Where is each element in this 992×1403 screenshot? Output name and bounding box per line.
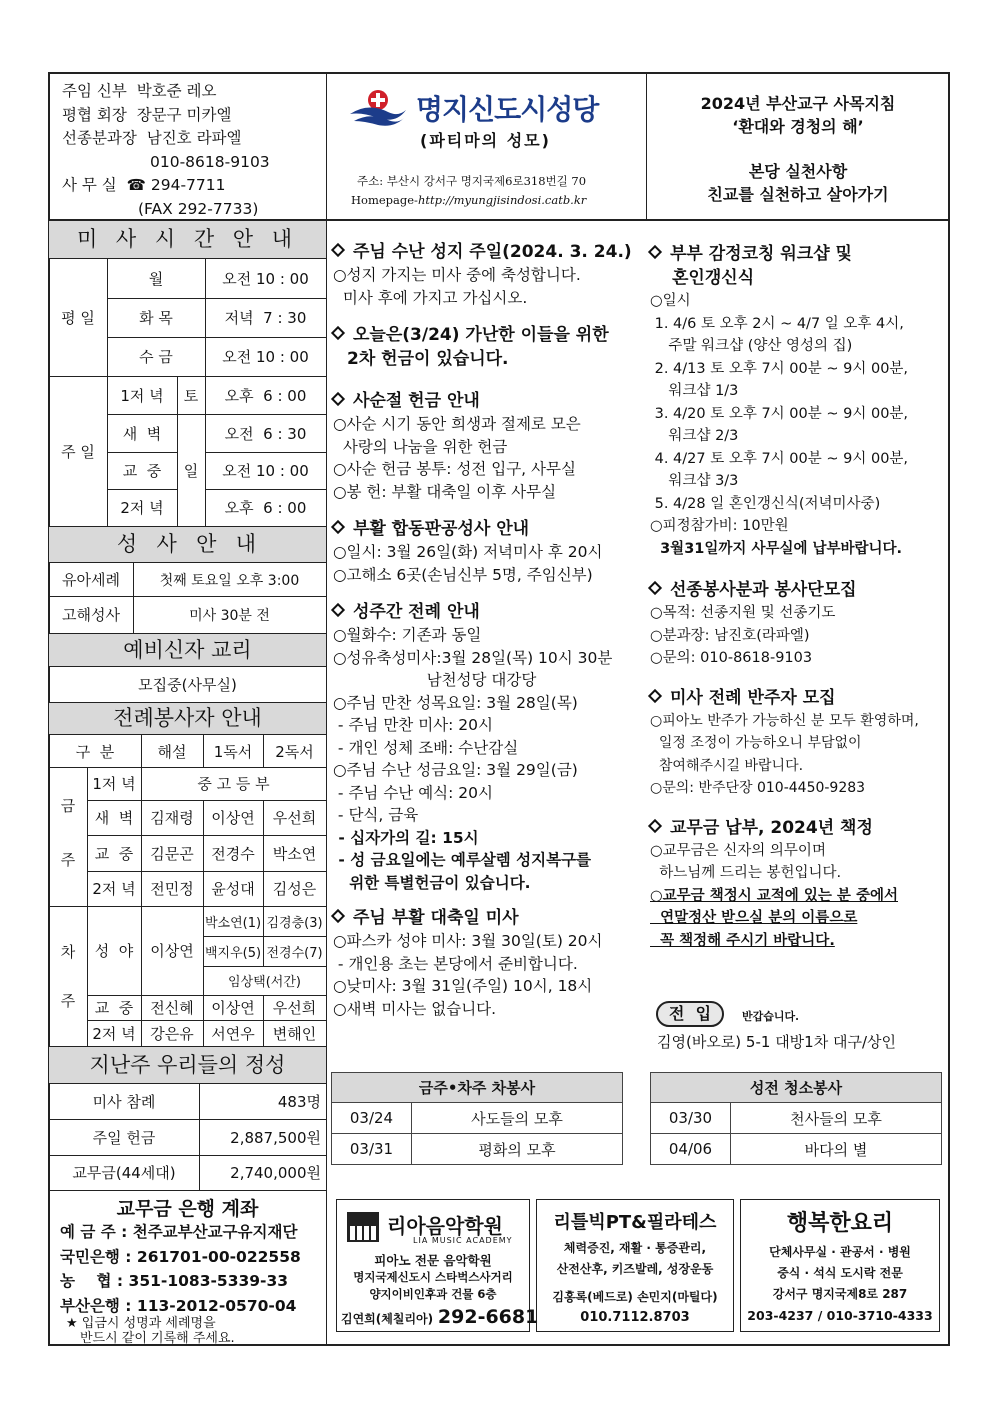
section-line: - 십자가의 길: 15시 — [333, 828, 479, 847]
duty-date: 03/24 — [332, 1103, 412, 1134]
section-line: 2. 4/13 토 오후 7시 00분 ~ 9시 00분, — [650, 360, 909, 377]
mass-time: 오전 10 : 00 — [222, 270, 309, 288]
sacrament-value: 미사 30분 전 — [189, 607, 270, 624]
commentator: 강은유 — [150, 1024, 194, 1043]
offering-label: 교무금(44세대) — [72, 1164, 176, 1182]
staff-row: 주임 신부 박호준 레오 — [62, 82, 217, 100]
section-line: ○봉 헌: 부활 대축일 이후 사무실 — [333, 482, 557, 501]
vigil-reader: 박소연(1) — [204, 915, 262, 931]
duty-team: 평화의 모후 — [412, 1134, 623, 1165]
mass-times-title: 미 사 시 간 안 내 — [49, 220, 326, 259]
ad-title: 행복한요리 — [786, 1211, 894, 1236]
mass-day: 수 금 — [139, 348, 173, 366]
ad-title: 리아음악학원 — [387, 1214, 503, 1238]
section-title: 미사 전례 반주자 모집 — [650, 686, 946, 710]
section-line: 연말정산 받으실 분의 이름으로 — [650, 910, 858, 926]
section-line: ○일시 — [650, 293, 691, 309]
column-divider — [326, 220, 327, 1346]
duty-team: 사도들의 모후 — [412, 1103, 623, 1134]
welcome-text: 반갑습니다. — [742, 1010, 799, 1023]
servers-header: 2독서 — [275, 742, 314, 761]
section-line: ○새벽 미사는 없습니다. — [333, 999, 497, 1018]
right-column — [650, 242, 946, 952]
mass-day: 월 — [148, 270, 164, 288]
diamond-icon — [331, 603, 345, 617]
office-fax: (FAX 292-7733) — [138, 199, 259, 218]
section-line: ○교무금 책정시 교적에 있는 분 중에서 — [650, 887, 898, 904]
commentator: 전민정 — [150, 880, 194, 898]
section-line: 참여해주시길 바랍니다. — [650, 757, 804, 774]
reader-2: 우선희 — [272, 809, 317, 827]
servers-merged-cell: 중 고 등 부 — [197, 775, 270, 793]
ad-phone: 203-4237 / 010-3710-4333 — [747, 1308, 933, 1323]
sacrament-label: 고해성사 — [62, 606, 120, 624]
this-week-label: 금 — [60, 796, 76, 815]
mass-time: 오전 10 : 00 — [222, 462, 309, 480]
offering-label: 주일 헌금 — [92, 1128, 156, 1147]
section-title: 사순절 헌금 안내 — [333, 389, 643, 413]
mass-label: 새 벽 — [94, 809, 134, 827]
staff-row: 평협 회장 장문구 미카엘 — [62, 105, 232, 124]
office-phone-row: 사 무 실 ☎ 294-7711 — [62, 176, 226, 194]
reader-2: 변해인 — [272, 1024, 317, 1043]
diamond-icon — [648, 818, 662, 832]
section-line: 워크샵 2/3 — [650, 428, 739, 444]
sacrament-value: 첫째 토요일 오후 3:00 — [159, 572, 300, 589]
ad-contact: 김홍록(베드로) 손민지(마틸다) — [552, 1290, 718, 1304]
servers-header: 구 분 — [75, 742, 115, 761]
mass-label: 교 중 — [94, 844, 134, 863]
mass-time: 오후 6 : 00 — [224, 386, 307, 405]
duty-date: 03/31 — [332, 1134, 412, 1165]
church-logo-icon — [348, 88, 408, 128]
duty-date: 03/30 — [651, 1103, 731, 1134]
ad-body: 피아노 전문 음악학원 명지국제신도시 스타벅스사거리 양지이비인후과 건물 6층 — [353, 1253, 513, 1301]
bank-row: 국민은행 : 261701-00-022558 — [60, 1247, 301, 1266]
ad-music-academy — [336, 1199, 539, 1332]
ad-subtitle: LIA MUSIC ACADEMY — [413, 1236, 513, 1245]
diamond-icon — [648, 581, 662, 595]
ad-catering — [740, 1199, 940, 1332]
welcome-line: 김영(바오로) 5-1 대방1차 대구/상인 — [657, 1033, 896, 1051]
section-line: - 개인용 초는 본당에서 준비합니다. — [333, 954, 578, 973]
section-line: 주말 워크샵 (양산 영성의 집) — [650, 338, 853, 354]
header-divider-left — [326, 72, 327, 220]
diamond-icon — [331, 520, 345, 534]
section-line: ○목적: 선종지원 및 선종기도 — [650, 605, 836, 621]
mass-weekday-sat: 토 — [183, 386, 199, 405]
bank-row: 예 금 주 : 천주교부산교구유지재단 — [60, 1223, 298, 1241]
this-week-label: 주 — [60, 850, 76, 869]
section-title: 주님 부활 대축일 미사 — [333, 906, 643, 930]
sacrament-label: 유아세례 — [62, 571, 120, 589]
section-line: 워크샵 3/3 — [650, 473, 739, 489]
section-line: ○고해소 6곳(손님신부 5명, 주임신부) — [333, 565, 593, 584]
section-line: 5. 4/28 일 혼인갱신식(저녁미사중) — [650, 495, 881, 512]
section-line: ○사순 헌금 봉투: 성전 입구, 사무실 — [333, 460, 576, 478]
section-line: ○성지 가지는 미사 중에 축성합니다. — [333, 266, 581, 284]
mass-times-table — [49, 259, 326, 526]
catechumen-status: 모집중(사무실) — [138, 676, 237, 694]
section-title-cont: 2차 헌금이 있습니다. — [347, 349, 509, 369]
mass-day: 1저 녁 — [120, 386, 164, 405]
section-line: 사랑의 나눔을 위한 헌금 — [333, 437, 508, 456]
mass-label: 2저 녁 — [92, 1024, 136, 1043]
section-line: 4. 4/27 토 오후 7시 00분 ~ 9시 00분, — [650, 450, 909, 467]
section-line: 일정 조정이 가능하오니 부담없이 — [650, 735, 862, 751]
motto-line: 본당 실천사항 — [748, 162, 848, 181]
church-name: 명지신도시성당 — [416, 93, 599, 126]
mass-label: 2저 녁 — [92, 880, 136, 898]
homepage-link[interactable]: http://myungjisindosi.catb.kr — [417, 193, 587, 207]
car-duty-title: 금주•차주 차봉사 — [332, 1073, 623, 1103]
reader-1: 윤성대 — [211, 880, 255, 898]
diamond-icon — [648, 245, 662, 259]
diamond-icon — [331, 909, 345, 923]
section-line: ○문의: 반주단장 010-4450-9283 — [650, 780, 866, 796]
section-line: ○일시: 3월 26일(화) 저녁미사 후 20시 — [333, 543, 603, 561]
motto-block — [648, 92, 948, 206]
diamond-icon — [648, 688, 662, 702]
section-line: 남천성당 대강당 — [333, 671, 537, 689]
section-line: 3월31일까지 사무실에 납부바랍니다. — [650, 540, 903, 557]
offering-title: 지난주 우리들의 정성 — [49, 1046, 326, 1084]
section-line: ○문의: 010-8618-9103 — [650, 650, 813, 666]
section-line: 3. 4/20 토 오후 7시 00분 ~ 9시 00분, — [650, 405, 909, 422]
section-title: 부활 합동판공성사 안내 — [333, 517, 643, 541]
diamond-icon — [331, 392, 345, 406]
vigil-label: 성 야 — [94, 942, 134, 960]
section-line: - 개인 성체 조배: 수난감실 — [333, 738, 519, 757]
section-title: 선종봉사분과 봉사단모집 — [650, 578, 946, 602]
car-duty-table — [331, 1072, 623, 1165]
motto-line: 2024년 부산교구 사목지침 — [700, 94, 896, 113]
section-line: 1. 4/6 토 오후 2시 ~ 4/7 일 오후 4시, — [650, 315, 904, 332]
mass-day: 화 목 — [139, 309, 173, 327]
homepage-row: Homepage-http://myungjisindosi.catb.kr — [351, 193, 587, 207]
reader-1: 이상연 — [211, 809, 255, 827]
bank-row: 부산은행 : 113-2012-0570-04 — [60, 1296, 297, 1315]
sunday-label: 주 일 — [61, 442, 95, 461]
section-line: ○사순 시기 동안 희생과 절제로 모은 — [333, 415, 581, 433]
vigil-commentator: 이상연 — [150, 942, 194, 960]
duty-team: 바다의 별 — [731, 1134, 942, 1165]
mass-weekday-sun: 일 — [183, 461, 199, 480]
offering-label: 미사 참례 — [92, 1093, 156, 1111]
cleaning-duty-title: 성전 청소봉사 — [651, 1073, 942, 1103]
servers-title: 전례봉사자 안내 — [49, 702, 326, 735]
mass-day: 2저 녁 — [120, 499, 164, 517]
servers-header: 해설 — [157, 742, 187, 761]
section-line: 위한 특별헌금이 있습니다. — [333, 873, 531, 892]
section-title-cont: 혼인갱신식 — [672, 268, 755, 288]
next-week-label: 차 — [60, 942, 76, 961]
section-title: 주님 수난 성지 주일(2024. 3. 24.) — [333, 240, 643, 264]
mass-time: 오전 10 : 00 — [222, 348, 309, 366]
offering-value: 2,887,500원 — [230, 1128, 321, 1147]
offering-value: 483명 — [277, 1093, 321, 1111]
bank-row: 농 협 : 351-1083-5339-33 — [60, 1272, 289, 1290]
section-line: ○교무금은 신자의 의무이며 — [650, 842, 826, 859]
cleaning-duty-table — [650, 1072, 942, 1165]
section-line: - 주님 만찬 미사: 20시 — [333, 716, 493, 734]
mass-time: 저녁 7 : 30 — [224, 309, 307, 327]
vigil-reader: 전경수(7) — [266, 945, 323, 961]
vigil-reader: 임상택(서간) — [228, 975, 301, 990]
motto-line: 친교를 실천하고 살아가기 — [707, 185, 889, 204]
section-line: ○성유축성미사:3월 28일(목) 10시 30분 — [333, 648, 613, 667]
mass-day: 새 벽 — [122, 424, 162, 443]
servers-header: 1독서 — [213, 742, 253, 761]
section-line: ○파스카 성야 미사: 3월 30일(토) 20시 — [333, 932, 603, 950]
ad-pilates — [536, 1199, 734, 1332]
ad-phone: 010.7112.8703 — [580, 1310, 690, 1325]
section-line: 꼭 책정해 주시기 바랍니다. — [650, 932, 835, 949]
sacraments-table — [49, 563, 326, 633]
address: 주소: 부산시 강서구 명지국제6로318번길 70 — [357, 174, 587, 188]
section-line: ○피정참가비: 10만원 — [650, 518, 789, 534]
reader-2: 김성은 — [272, 880, 317, 898]
section-line: 워크샵 1/3 — [650, 383, 739, 399]
bank-title: 교무금 은행 계좌 — [116, 1198, 259, 1220]
reader-1: 이상연 — [211, 999, 255, 1017]
staff-row: 선종분과장 남진호 라파엘 — [62, 129, 242, 147]
commentator: 전신혜 — [150, 999, 194, 1017]
reader-1: 서연우 — [211, 1024, 255, 1043]
section-title: 교무금 납부, 2024년 책정 — [650, 816, 946, 840]
section-line: 하느님께 드리는 봉헌입니다. — [650, 865, 842, 881]
motto-line: ‘환대와 경청의 해’ — [732, 117, 864, 136]
weekday-label: 평 일 — [61, 309, 95, 327]
mass-time: 오후 6 : 00 — [224, 499, 307, 517]
section-line: - 주님 수난 예식: 20시 — [333, 783, 493, 802]
reader-1: 전경수 — [211, 844, 255, 863]
section-line: 미사 후에 가지고 가십시오. — [333, 288, 528, 307]
ad-title: 리틀빅PT&필라테스 — [553, 1212, 717, 1233]
ad-body: 단체사무실 · 관공서 · 병원 중식 · 석식 도시락 전문 강서구 명지국제8로 287 — [769, 1245, 911, 1301]
church-subtitle: (파티마의 성모) — [420, 131, 551, 150]
duty-date: 04/06 — [651, 1134, 731, 1165]
diamond-icon — [331, 243, 345, 257]
vigil-reader: 백지우(5) — [204, 945, 262, 961]
section-line: ○주님 만찬 성목요일: 3월 28일(목) — [333, 693, 578, 712]
section-line: ○분과장: 남진호(라파엘) — [650, 627, 810, 644]
bank-list — [60, 1220, 301, 1318]
diamond-icon — [331, 326, 345, 340]
ad-body: 체력증진, 재활 · 통증관리, 산전산후, 키즈발레, 성장운동 — [556, 1241, 714, 1276]
catechumen-title: 예비신자 교리 — [49, 633, 326, 667]
ad-contact: 김연희(체칠리아) 292-6681 — [341, 1306, 539, 1328]
mass-label: 1저 녁 — [92, 775, 136, 793]
reader-2: 우선희 — [272, 999, 317, 1017]
commentator: 김문곤 — [150, 844, 194, 863]
staff-phone: 010-8618-9103 — [150, 152, 270, 171]
mass-day: 교 중 — [122, 462, 162, 480]
staff-list — [62, 80, 270, 221]
section-line: ○피아노 반주가 가능하신 분 모두 환영하며, — [650, 712, 919, 729]
duty-team: 천사들의 모후 — [731, 1103, 942, 1134]
section-title: 성주간 전례 안내 — [333, 600, 643, 624]
sacraments-title: 성 사 안 내 — [49, 526, 326, 563]
piano-icon — [347, 1212, 379, 1242]
offering-value: 2,740,000원 — [230, 1164, 321, 1182]
vigil-reader: 김경충(3) — [266, 915, 323, 931]
mass-label: 교 중 — [94, 999, 134, 1017]
section-title: 오늘은(3/24) 가난한 이들을 위한 — [333, 323, 643, 347]
servers-table — [49, 735, 326, 1046]
middle-column — [333, 240, 643, 1020]
bank-note: ★ 입금시 성명과 세례명을 반드시 같이 기록해 주세요. — [66, 1316, 235, 1346]
section-line: ○월화수: 기존과 동일 — [333, 626, 482, 644]
section-title: 부부 감정코칭 워크샵 및 — [650, 242, 946, 266]
reader-2: 박소연 — [272, 844, 317, 863]
section-line: ○낮미사: 3월 31일(주일) 10시, 18시 — [333, 977, 593, 995]
mass-time: 오전 6 : 30 — [224, 424, 307, 443]
section-line: ○주님 수난 성금요일: 3월 29일(금) — [333, 761, 578, 779]
offering-table — [49, 1084, 326, 1190]
next-week-label: 주 — [60, 991, 76, 1010]
section-line: - 단식, 금육 — [333, 806, 419, 824]
section-line: - 성 금요일에는 예루살렘 성지복구를 — [333, 851, 592, 869]
header-divider-right — [646, 72, 647, 220]
commentator: 김재령 — [150, 809, 194, 827]
welcome-badge: 전 입 — [656, 1001, 724, 1027]
